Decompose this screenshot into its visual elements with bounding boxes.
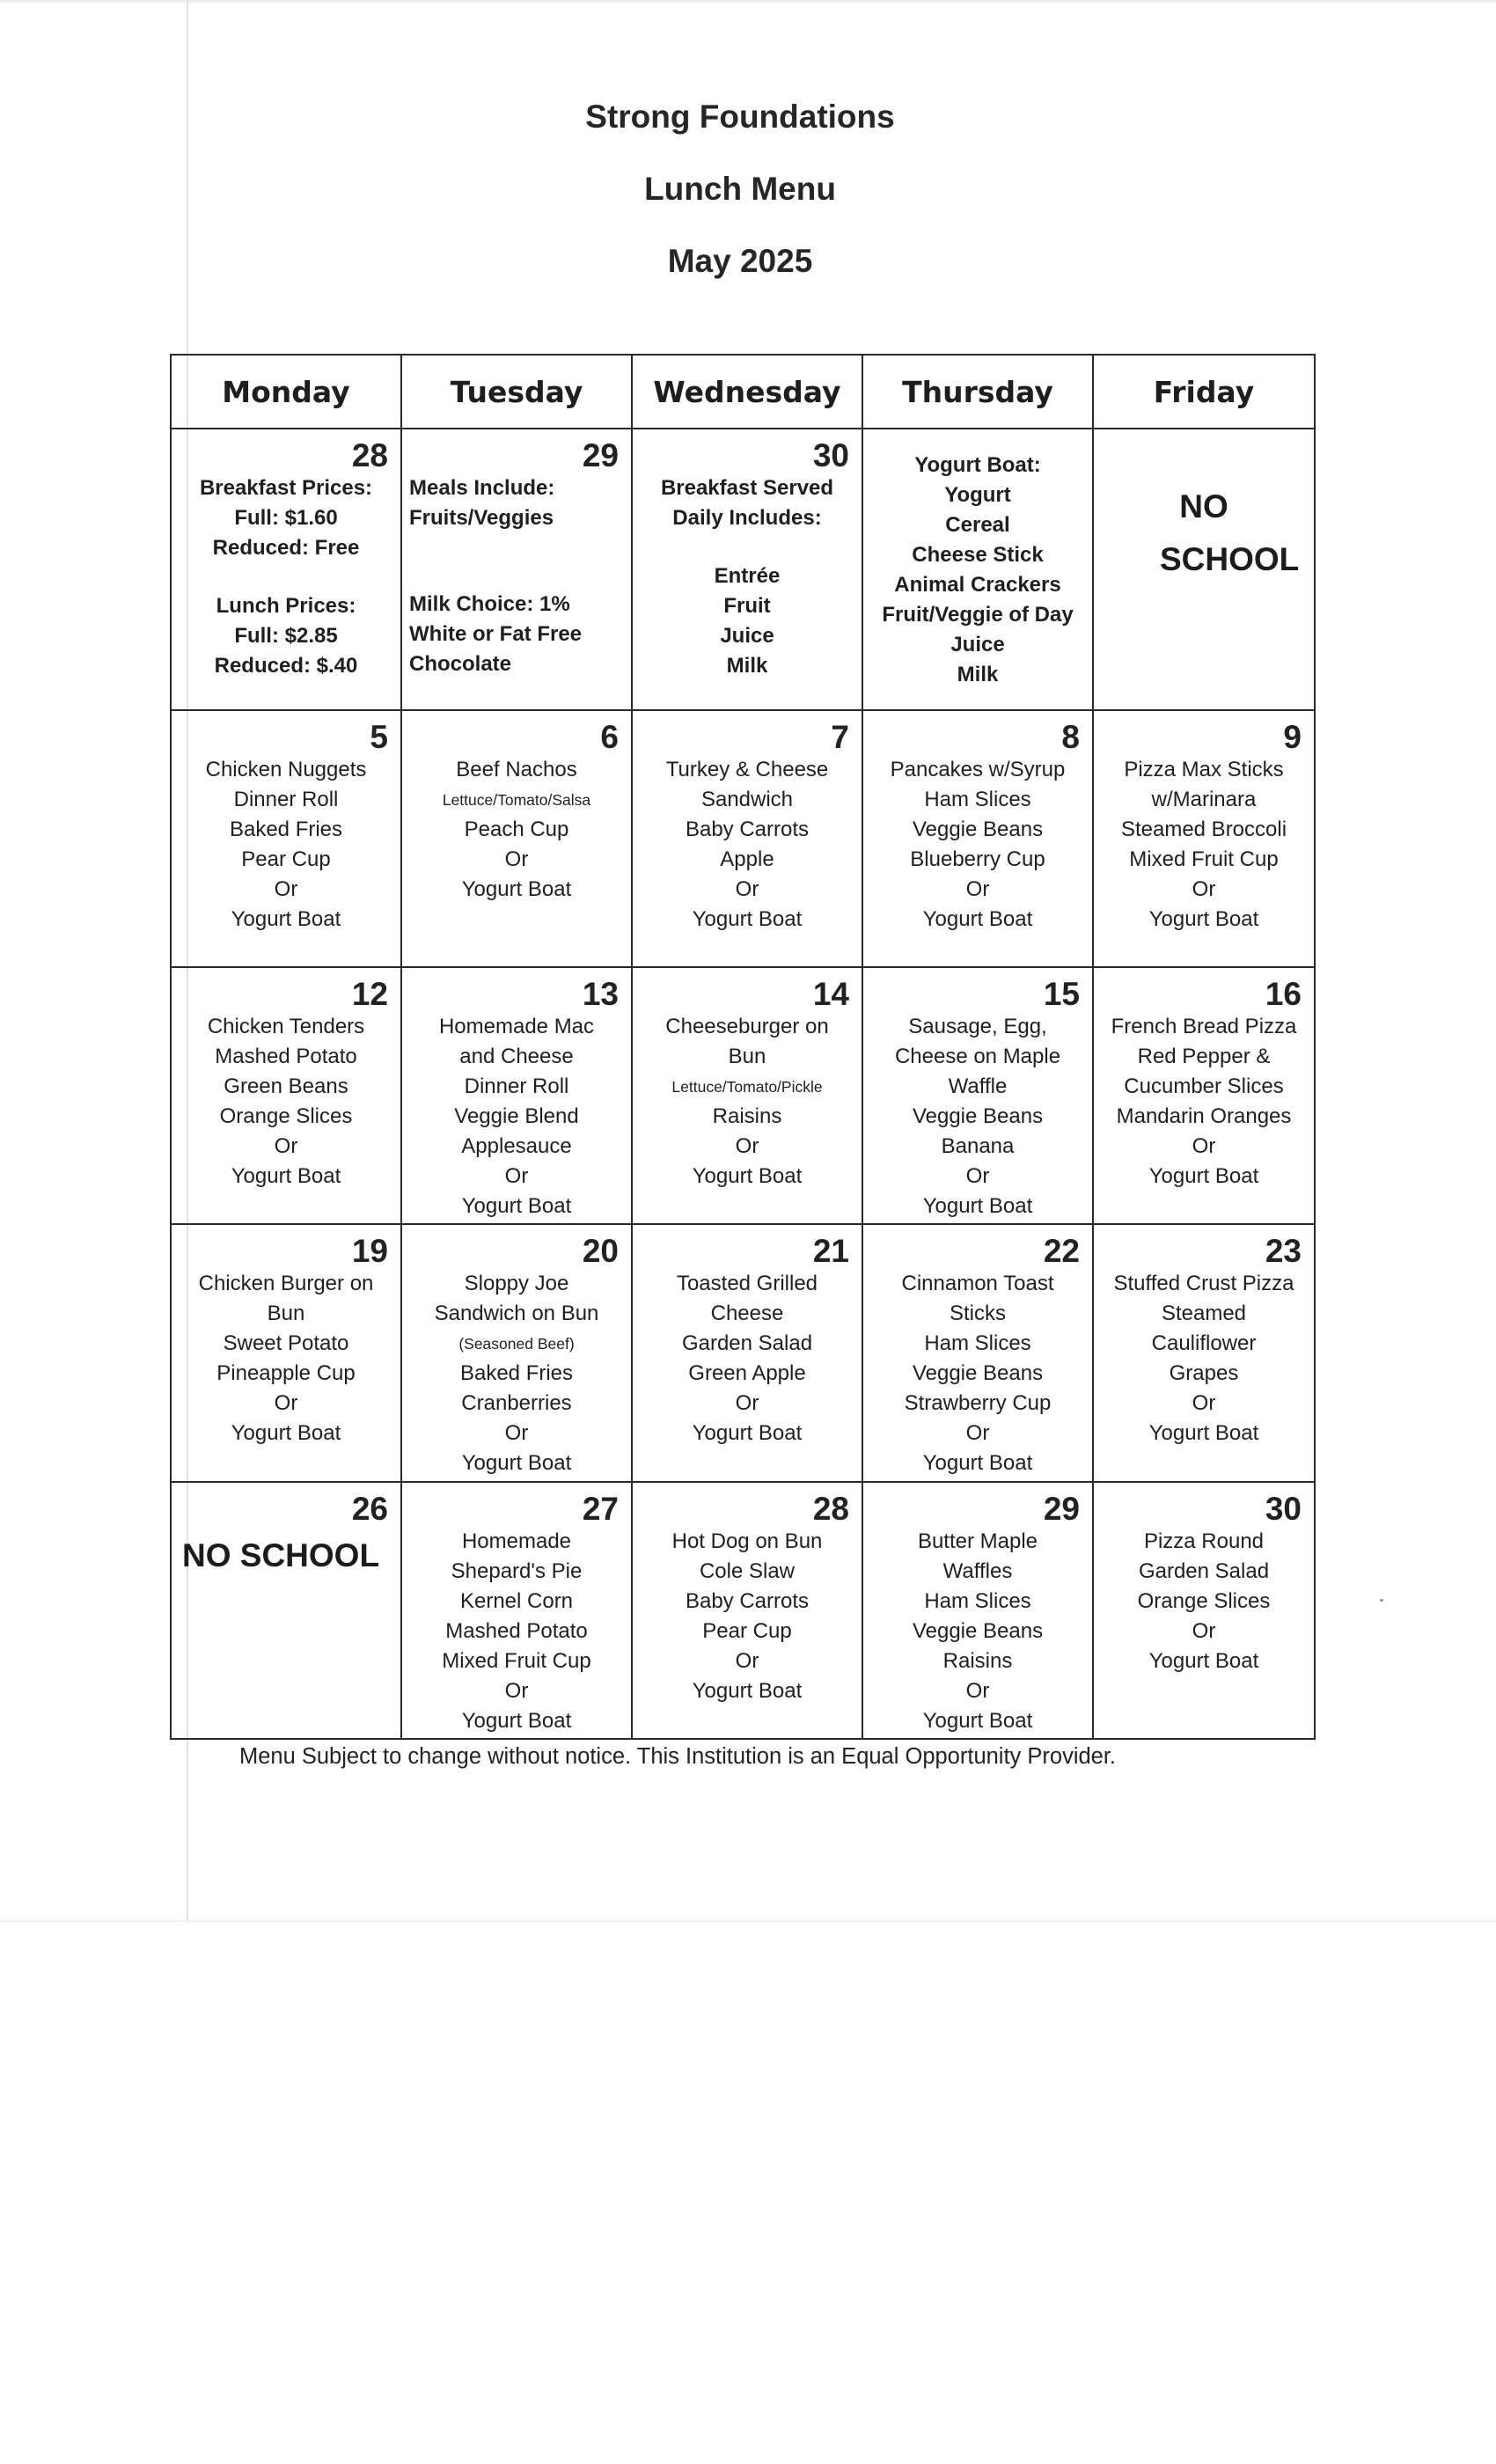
- day-cell: [401, 710, 632, 967]
- scan-border: [0, 1920, 1496, 1922]
- day-cell: [632, 967, 862, 1224]
- menu-item: Or: [274, 1133, 298, 1158]
- menu-item: Reduced: $.40: [214, 654, 358, 678]
- menu-item: Waffle: [948, 1074, 1008, 1098]
- day-header: Tuesday: [401, 355, 632, 429]
- menu-item: Yogurt Boat: [461, 1193, 572, 1218]
- menu-item: Cranberries: [461, 1391, 572, 1416]
- menu-items: [402, 1012, 631, 1221]
- day-header: Thursday: [862, 355, 1093, 429]
- menu-item: Turkey & Cheese: [665, 757, 829, 781]
- date-number: 27: [582, 1490, 619, 1527]
- menu-item: Reduced: Free: [212, 536, 360, 560]
- date-number: 5: [370, 718, 388, 755]
- menu-items: [402, 1527, 631, 1736]
- menu-item: Sweet Potato: [223, 1331, 349, 1356]
- menu-item: Strawberry Cup: [904, 1391, 1052, 1416]
- menu-item: Orange Slices: [219, 1104, 353, 1128]
- menu-item: Sloppy Joe: [464, 1272, 569, 1296]
- menu-item: Yogurt Boat:: [914, 453, 1041, 477]
- menu-item: Bun: [728, 1044, 766, 1068]
- date-number: 20: [582, 1233, 619, 1270]
- menu-item: Raisins: [712, 1104, 782, 1128]
- menu-item: [640, 533, 854, 561]
- menu-item: Baby Carrots: [685, 1588, 810, 1613]
- menu-subtitle: Lunch Menu: [644, 171, 836, 207]
- day-cell: [171, 967, 401, 1224]
- day-cell: [632, 1482, 862, 1739]
- date-number: 23: [1265, 1233, 1302, 1270]
- week-row: [171, 1482, 1315, 1739]
- day-cell: [862, 710, 1093, 967]
- menu-item: French Bread Pizza: [1111, 1014, 1297, 1038]
- menu-month: May 2025: [667, 243, 813, 279]
- menu-item: Yogurt Boat: [1148, 1648, 1259, 1673]
- menu-item: Daily Includes:: [672, 506, 822, 530]
- menu-item: Or: [965, 1163, 990, 1188]
- menu-item: Cheese Stick: [912, 543, 1044, 567]
- menu-item: Yogurt Boat: [1148, 1421, 1259, 1446]
- menu-item: Or: [504, 847, 529, 871]
- week-row: [171, 967, 1315, 1224]
- menu-item: Lunch Prices:: [216, 594, 356, 618]
- menu-item: Chicken Tenders: [207, 1014, 365, 1038]
- menu-items: [863, 1012, 1092, 1221]
- date-number: 12: [351, 975, 388, 1012]
- page-title: Strong Foundations: [585, 99, 895, 135]
- menu-item: Or: [504, 1163, 529, 1188]
- menu-item: Pear Cup: [241, 847, 331, 871]
- menu-item: Beef Nachos: [456, 757, 577, 781]
- menu-items: [172, 473, 400, 681]
- menu-items: [172, 1269, 400, 1448]
- scan-speck: [1380, 1599, 1383, 1602]
- menu-item: Mashed Potato: [215, 1044, 357, 1068]
- date-number: 29: [1043, 1490, 1080, 1527]
- menu-item: Or: [274, 1391, 298, 1416]
- date-number: [863, 429, 1092, 449]
- menu-item: Dinner Roll: [464, 1074, 569, 1098]
- menu-item: Homemade Mac: [438, 1014, 595, 1038]
- menu-item: Yogurt Boat: [922, 1451, 1033, 1476]
- menu-item: Yogurt Boat: [1148, 906, 1259, 931]
- menu-item: Toasted Grilled: [676, 1272, 818, 1296]
- menu-item: Veggie Beans: [912, 1104, 1044, 1128]
- menu-items: [402, 473, 631, 679]
- menu-items: [1094, 1012, 1314, 1192]
- menu-item: Lettuce/Tomato/Pickle: [671, 1077, 823, 1096]
- menu-item: Shepard's Pie: [451, 1558, 583, 1583]
- menu-item: Banana: [941, 1133, 1015, 1158]
- menu-item: Entrée: [714, 564, 781, 588]
- menu-item: Cinnamon Toast: [901, 1272, 1054, 1296]
- menu-item: [409, 533, 624, 561]
- menu-item: Full: $2.85: [234, 624, 338, 648]
- menu-item: Ham Slices: [924, 1331, 1031, 1356]
- menu-item: Or: [735, 1133, 759, 1158]
- menu-item: Yogurt Boat: [231, 906, 341, 931]
- menu-item: Baby Carrots: [685, 817, 810, 841]
- menu-item: Stuffed Crust Pizza: [1113, 1272, 1294, 1296]
- date-number: 26: [351, 1490, 388, 1527]
- menu-item: Garden Salad: [1138, 1558, 1270, 1583]
- date-number: 6: [600, 718, 619, 755]
- week-row: [171, 1224, 1315, 1481]
- date-number: [1094, 429, 1314, 449]
- day-cell: [632, 1224, 862, 1481]
- menu-item: Breakfast Served: [660, 476, 834, 500]
- menu-items: [172, 755, 400, 935]
- day-cell: [862, 429, 1093, 710]
- menu-item: Red Pepper &: [1137, 1044, 1271, 1068]
- menu-item: Or: [735, 1391, 759, 1416]
- menu-item: Cole Slaw: [699, 1558, 796, 1583]
- menu-item: Mixed Fruit Cup: [442, 1648, 591, 1673]
- menu-items: [1094, 1269, 1314, 1448]
- menu-item: Veggie Beans: [912, 817, 1044, 841]
- day-cell: [1093, 1482, 1315, 1739]
- menu-item: Green Apple: [688, 1361, 806, 1386]
- menu-item: Sandwich: [700, 787, 794, 811]
- day-cell: [1093, 710, 1315, 967]
- menu-item: [179, 563, 393, 591]
- menu-item: Fruit: [723, 594, 771, 618]
- menu-item: and Cheese: [459, 1044, 574, 1068]
- menu-item: Animal Crackers: [894, 573, 1061, 597]
- week-row: [171, 710, 1315, 967]
- menu-item: Applesauce: [461, 1133, 572, 1158]
- menu-item: Blueberry Cup: [910, 847, 1045, 871]
- menu-item: Milk: [957, 663, 999, 686]
- day-cell: [862, 967, 1093, 1224]
- menu-item: Steamed: [1161, 1302, 1247, 1326]
- menu-item: Veggie Beans: [912, 1361, 1044, 1386]
- menu-item: Juice: [950, 633, 1005, 656]
- menu-item: Yogurt Boat: [231, 1163, 341, 1188]
- menu-item: Hot Dog on Bun: [671, 1529, 823, 1553]
- day-header: Friday: [1093, 355, 1315, 429]
- menu-item: Pear Cup: [702, 1618, 792, 1643]
- menu-header: [0, 81, 1480, 297]
- menu-item: Yogurt Boat: [692, 1678, 803, 1703]
- date-number: 16: [1265, 975, 1302, 1012]
- menu-item: Yogurt: [944, 483, 1011, 507]
- day-cell: [862, 1482, 1093, 1739]
- menu-items: [863, 1269, 1092, 1478]
- date-number: 15: [1043, 975, 1080, 1012]
- day-cell: [171, 1224, 401, 1481]
- menu-items: [1094, 1527, 1314, 1676]
- menu-item: Or: [504, 1678, 529, 1703]
- menu-item: Yogurt Boat: [692, 1421, 803, 1446]
- menu-item: [409, 561, 624, 590]
- menu-item: Yogurt Boat: [922, 906, 1033, 931]
- menu-item: Ham Slices: [924, 787, 1031, 811]
- menu-item: Cheese: [710, 1302, 784, 1326]
- scan-border: [0, 0, 1496, 3]
- menu-items: [172, 1012, 400, 1192]
- date-number: 8: [1061, 718, 1080, 755]
- menu-items: [633, 473, 862, 681]
- menu-item: Mixed Fruit Cup: [1129, 847, 1279, 871]
- date-number: 30: [1265, 1490, 1302, 1527]
- day-cell: [171, 710, 401, 967]
- menu-item: Mandarin Oranges: [1116, 1104, 1292, 1128]
- menu-item: Cheese on Maple: [894, 1044, 1061, 1068]
- menu-item: Juice: [720, 624, 774, 648]
- day-cell: [171, 429, 401, 710]
- menu-item: Meals Include:: [409, 476, 555, 500]
- menu-item: Baked Fries: [229, 817, 343, 841]
- menu-item: Dinner Roll: [233, 787, 339, 811]
- day-cell: [1093, 429, 1315, 710]
- menu-items: [633, 1269, 862, 1448]
- day-cell: [401, 1482, 632, 1739]
- menu-item: Fruits/Veggies: [409, 506, 554, 530]
- menu-item: Pineapple Cup: [216, 1361, 356, 1386]
- day-cell: [1093, 1224, 1315, 1481]
- menu-item: Yogurt Boat: [922, 1708, 1033, 1733]
- menu-item: Ham Slices: [924, 1588, 1031, 1613]
- no-school-label: NO SCHOOL: [182, 1536, 380, 1573]
- menu-item: w/Marinara: [1151, 787, 1257, 811]
- menu-item: Pancakes w/Syrup: [890, 757, 1066, 781]
- no-school-label: NO SCHOOL: [1160, 488, 1300, 577]
- day-cell: [401, 967, 632, 1224]
- menu-item: Peach Cup: [464, 817, 569, 841]
- menu-item: Or: [965, 1678, 990, 1703]
- menu-item: Butter Maple: [917, 1529, 1038, 1553]
- menu-item: Bun: [267, 1302, 305, 1326]
- menu-item: Yogurt Boat: [231, 1421, 341, 1446]
- menu-items: [633, 1012, 862, 1192]
- menu-disclaimer: Menu Subject to change without notice. This Institution is an Equal Opportunity Provider.: [239, 1744, 1117, 1769]
- menu-item: Full: $1.60: [234, 506, 338, 530]
- menu-item: Kernel Corn: [459, 1588, 574, 1613]
- day-cell: [632, 710, 862, 967]
- menu-item: Raisins: [942, 1648, 1013, 1673]
- day-cell: [1093, 967, 1315, 1224]
- date-number: 30: [812, 437, 849, 473]
- menu-item: Or: [735, 1648, 759, 1673]
- menu-item: White or Fat Free: [409, 622, 583, 646]
- day-cell: [862, 1224, 1093, 1481]
- menu-item: Or: [1192, 1133, 1216, 1158]
- menu-item: Sausage, Egg,: [908, 1014, 1047, 1038]
- date-number: 19: [351, 1233, 388, 1270]
- day-cell: [401, 1224, 632, 1481]
- menu-item: Or: [1192, 1618, 1216, 1643]
- menu-item: Milk: [726, 654, 768, 678]
- menu-item: Yogurt Boat: [692, 906, 803, 931]
- date-number: 7: [831, 718, 849, 755]
- menu-item: Chicken Burger on: [198, 1272, 374, 1296]
- menu-item: Sandwich on Bun: [434, 1302, 599, 1326]
- menu-item: Cheeseburger on: [665, 1014, 829, 1038]
- menu-item: Or: [965, 876, 990, 901]
- menu-item: Or: [1192, 1391, 1216, 1416]
- day-cell: [632, 429, 862, 710]
- menu-item: Garden Salad: [681, 1331, 813, 1356]
- date-number: 14: [812, 975, 849, 1012]
- menu-item: Waffles: [942, 1558, 1013, 1583]
- day-cell: [171, 1482, 401, 1739]
- menu-item: Or: [504, 1421, 529, 1446]
- day-header: Wednesday: [632, 355, 862, 429]
- menu-item: Orange Slices: [1137, 1588, 1271, 1613]
- menu-item: Chicken Nuggets: [205, 757, 367, 781]
- menu-item: Cucumber Slices: [1124, 1074, 1284, 1098]
- date-number: 28: [812, 1490, 849, 1527]
- weekday-header-row: [171, 355, 1315, 429]
- menu-item: Cauliflower: [1151, 1331, 1257, 1356]
- menu-item: Cereal: [945, 513, 1010, 537]
- menu-items: [1094, 755, 1314, 935]
- menu-items: [863, 755, 1092, 935]
- menu-item: (Seasoned Beef): [458, 1335, 575, 1353]
- menu-item: Baked Fries: [459, 1361, 574, 1386]
- menu-item: Fruit/Veggie of Day: [882, 603, 1074, 627]
- menu-item: Steamed Broccoli: [1120, 817, 1287, 841]
- menu-item: Lettuce/Tomato/Salsa: [442, 790, 591, 809]
- menu-item: Green Beans: [224, 1074, 348, 1098]
- menu-item: Yogurt Boat: [461, 876, 572, 901]
- day-cell: [401, 429, 632, 710]
- menu-item: Or: [1192, 876, 1216, 901]
- menu-item: Veggie Blend: [454, 1104, 579, 1128]
- date-number: 28: [351, 437, 388, 473]
- menu-item: Homemade: [461, 1529, 572, 1553]
- day-header: Monday: [171, 355, 401, 429]
- menu-item: Mashed Potato: [445, 1618, 588, 1643]
- menu-items: [633, 755, 862, 935]
- menu-item: Grapes: [1169, 1361, 1239, 1386]
- date-number: 22: [1043, 1233, 1080, 1270]
- menu-items: [402, 1269, 631, 1478]
- menu-item: Yogurt Boat: [461, 1708, 572, 1733]
- menu-item: Milk Choice: 1%: [409, 592, 570, 616]
- menu-item: Apple: [720, 847, 774, 871]
- menu-items: [633, 1527, 862, 1706]
- date-number: 9: [1283, 718, 1302, 755]
- menu-item: Or: [735, 876, 759, 901]
- week-row: [171, 429, 1315, 710]
- menu-item: Yogurt Boat: [922, 1193, 1033, 1218]
- lunch-menu-calendar: [170, 354, 1316, 1740]
- menu-items: [863, 449, 1092, 690]
- menu-item: Veggie Beans: [912, 1618, 1044, 1643]
- menu-item: Or: [965, 1421, 990, 1446]
- date-number: 21: [812, 1233, 849, 1270]
- menu-items: [402, 755, 631, 905]
- menu-item: Sticks: [949, 1302, 1006, 1326]
- menu-item: Yogurt Boat: [692, 1163, 803, 1188]
- menu-items: [863, 1527, 1092, 1736]
- menu-item: Pizza Round: [1143, 1529, 1265, 1553]
- menu-item: Chocolate: [409, 652, 512, 676]
- menu-item: Yogurt Boat: [461, 1451, 572, 1476]
- date-number: 13: [582, 975, 619, 1012]
- menu-item: Breakfast Prices:: [199, 476, 373, 500]
- menu-item: Or: [274, 876, 298, 901]
- menu-item: Yogurt Boat: [1148, 1163, 1259, 1188]
- date-number: 29: [582, 437, 619, 473]
- menu-item: Pizza Max Sticks: [1124, 757, 1284, 781]
